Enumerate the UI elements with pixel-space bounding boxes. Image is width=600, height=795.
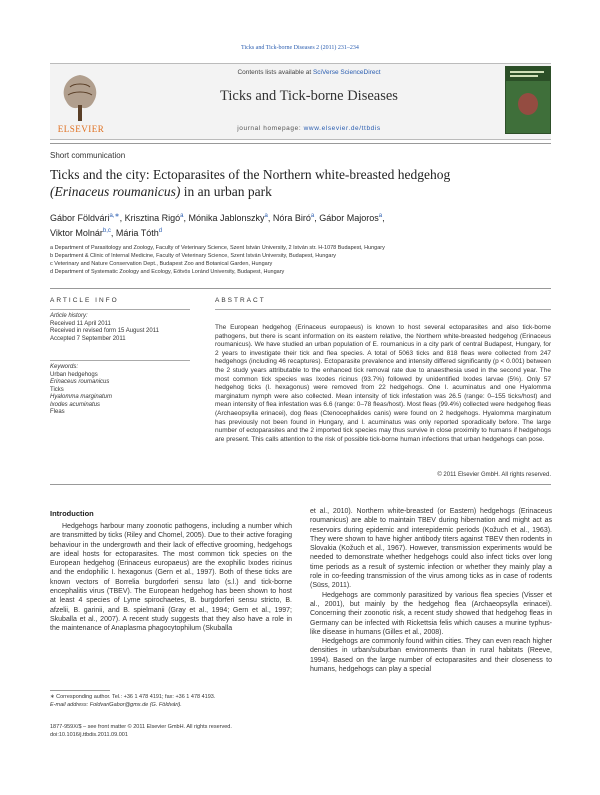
keyword: Fleas [50, 409, 65, 415]
abstract-rule [215, 309, 551, 310]
revised-date: Received in revised form 15 August 2011 [50, 328, 159, 334]
author-affil-marker[interactable]: d [158, 228, 163, 234]
cover-title-line [510, 71, 544, 73]
journal-title: Ticks and Tick-borne Diseases [220, 88, 398, 104]
author-affil-marker[interactable]: a [180, 213, 184, 219]
abstract-text: The European hedgehog (Erinaceus europaeus) is known to host several ectoparasites and also tick-borne pathogens, but there is scant information on its eastern relative, the Northern white-breasted hedgehog (Erinaceus roumanicus). We have studied an urban population of E. roumanicus in a city park of central Budapest, Hungary, for 2 years to investigate their tick and flea species. A total of 5063 ticks and 818 fleas were collected from 247 hedgehogs (including 46 recaptures). Ectoparasite prevalence and intensity differed significantly (p < 0.001) between the 2 study years attributable to the enhanced tick removal rate due to anaesthesia used in the second year. The most common tick species was Ixodes ricinus (93.7%) followed by unidentified Ixodes larvae (5%). Only 57 hedgehog ticks (I. hexagonus) were removed from 22 hedgehogs. One I. acuminatus and one Hyalomma marginatum nymph were also collected. Mean intensity of tick infestation was 26.5 (range: 0–155 ticks/host) and mean intensity of flea infestation was 6.6 (range: 0–78 fleas/host). Most fleas (99.4%) collected were hedgehog fleas (Archaeopsylla erinacei), dog fleas (Ctenocephalides canis) were found on 2 hedgehogs. Hyalomma marginatum has previously not been found in Hungary, and I. acuminatus was only reported sporadically before. The large number of ectoparasites and the 2 imported tick species may thus survive in close proximity to humans if hedgehogs are present. This calls attention to the risk of possible tick-borne human infections that urban hedgehogs can pose. [215, 324, 551, 443]
author-affil-marker[interactable]: b,c [102, 228, 111, 234]
abstract-heading: ABSTRACT [215, 297, 266, 304]
received-date: Received 11 April 2011 [50, 320, 111, 327]
article-info-rule [50, 309, 190, 310]
author-line-2 [50, 225, 551, 240]
introduction-heading: Introduction [50, 509, 94, 518]
cover-tick-illustration [518, 93, 538, 115]
body-column-left [50, 522, 292, 634]
sciencedirect-link[interactable]: SciVerse ScienceDirect [312, 69, 381, 76]
author-name[interactable]: Viktor Molnár [50, 228, 103, 238]
author-separator: , [119, 213, 125, 223]
body-paragraph: Hedgehogs harbour many zoonotic pathogens, including a number which are transmitted by ticks (Riley and Chomel, 2005). Due to their active foraging behaviour in the undergrowth and their lack of effective grooming, hedgehogs are ideal hosts for ectoparasites. The most common tick species on the European hedgehog (Erinaceus europaeus) are the exophilic Ixodes ricinus and the endophilic I. hexagonus (Gern et al., 1997). Both of these ticks are known vectors of Borrelia burgdorferi sensu lato (s.l.) and tick-borne encephalitis virus (TBEV). The European hedgehog has been shown to host at least 4 species of Lyme spirochaetes, B. burgdorferi sensu stricto, B. afzelii, B. garinii, and B. spielmanii (Gray et al., 1994; Gern et al., 1997; Skuballa et al., 2007). A recent study suggests that they also have a role in the maintenance of Anaplasma phagocytophilum (Skuballa [50, 523, 292, 633]
author-affil-marker[interactable]: a [310, 213, 315, 219]
keyword: Ticks [50, 386, 64, 393]
author-separator: , [267, 213, 273, 223]
author-affil-marker[interactable]: a [378, 213, 383, 219]
author-separator: , [110, 228, 116, 238]
email-note[interactable]: E-mail address: FoldvariGabor@gmx.de (G. Földvári). [50, 701, 182, 708]
article-info-heading: ARTICLE INFO [50, 297, 119, 304]
abstract-bottom-rule [50, 484, 551, 485]
author-name[interactable]: Mónika Jablonszky [188, 213, 265, 223]
author-name[interactable]: Gábor Földvári [50, 213, 110, 223]
body-column-right [310, 507, 552, 674]
author-separator: , [382, 213, 385, 223]
cover-band [506, 67, 550, 81]
issn-line: 1877-959X/$ – see front matter © 2011 Elsevier GmbH. All rights reserved. [50, 724, 232, 730]
author-name[interactable]: Gábor Majoros [319, 213, 379, 223]
footnote-rule [50, 690, 110, 691]
footnotes [50, 694, 292, 709]
author-affil-marker[interactable]: a,∗ [109, 213, 120, 219]
affiliation-item: b Department & Clinic of Internal Medicine, Faculty of Veterinary Science, Szent István University, Budapest, Hungary [50, 253, 337, 259]
copyright-notice: © 2011 Elsevier GmbH. All rights reserved. [437, 472, 551, 478]
author-separator: , [314, 213, 320, 223]
front-matter [50, 724, 292, 739]
author-affil-marker[interactable]: a [264, 213, 268, 219]
keywords-rule [50, 360, 190, 361]
affiliation-item: c Veterinary and Nature Conservation Dept., Budapest Zoo and Botanical Garden, Hungary [50, 261, 273, 267]
body-paragraph: Hedgehogs are commonly found within cities. They can even reach higher densities in urban/suburban environments than in rural habitats (Reeve, 1994). Based on the large number of ectoparasites and their closeness to humans, hedgehogs can play a special [310, 638, 552, 674]
affiliation-item: d Department of Systematic Zoology and Ecology, Eötvös Loránd University, Budapest, Hungary [50, 269, 285, 275]
contents-prefix: Contents lists available at [237, 69, 313, 76]
accepted-date: Accepted 7 September 2011 [50, 335, 126, 342]
doi-link[interactable]: doi:10.1016/j.ttbdis.2011.09.001 [50, 731, 128, 738]
article-title [50, 166, 551, 200]
homepage-prefix: journal homepage: [237, 125, 304, 132]
author-list [50, 210, 551, 240]
keywords-block [50, 364, 190, 417]
body-paragraph: Hedgehogs are commonly parasitized by various flea species (Visser et al., 2001), but mainly by the hedgehog flea (Archaeopsylla erinacei). Concerning their zoonotic risk, a recent study showed that hedgehog fleas in Germany can be infected with Rickettsia felis which causes a murine typhus-like disease in humans (Gilles et al., 2008). [310, 591, 552, 636]
keyword: Ixodes acuminatus [50, 401, 101, 408]
author-name[interactable]: Krisztina Rigó [124, 213, 181, 223]
history-label: Article history: [50, 313, 88, 319]
contents-available [120, 69, 498, 76]
author-name[interactable]: Nóra Biró [272, 213, 311, 223]
affiliation-item: a Department of Parasitology and Zoology, Faculty of Veterinary Science, Szent István University, 2 István str. H-1078 Budapest, Hungary [50, 245, 385, 251]
keyword: Hyalomma marginatum [50, 394, 113, 400]
body-paragraph: et al., 2010). Northern white-breasted (or Eastern) hedgehogs (Erinaceus roumanicus) are able to maintain TBEV during hibernation and might act as reservoirs during epidemic and interepidemic periods (Kožuch et al., 1963). They were shown to have higher antibody titers against TBEV then rodents in Slovakia (Kožuch et al., 1967). However, transmission experiments would be needed to demonstrate whether hedgehogs could also infect ticks over long time periods as a result of systemic infection or whether they mainly play a role in co-feeding transmission of the virus among ticks as in case of rodents (Süss, 2011). [310, 508, 552, 590]
journal-cover-image [505, 66, 551, 134]
keyword: Erinaceus roumanicus [50, 379, 110, 385]
keywords-label: Keywords: [50, 364, 79, 370]
affiliations [50, 244, 551, 276]
publisher-logo-text: ELSEVIER [57, 124, 105, 134]
running-head: Ticks and Tick-borne Diseases 2 (2011) 231–234 [241, 45, 359, 51]
author-line-1 [50, 210, 551, 225]
title-species: (Erinaceus roumanicus) [50, 184, 181, 199]
author-separator: , [183, 213, 189, 223]
journal-homepage [120, 125, 498, 132]
article-history [50, 313, 190, 343]
keyword: Urban hedgehogs [50, 371, 98, 378]
author-name[interactable]: Mária Tóth [115, 228, 159, 238]
section-type: Short communication [50, 151, 126, 160]
corresponding-author-note: ∗ Corresponding author. Tel.: +36 1 478 4191; fax: +36 1 478 4193. [50, 694, 216, 700]
title-tail: in an urban park [180, 184, 272, 199]
header-divider [50, 143, 551, 144]
title-main: Ticks and the city: Ectoparasites of the Northern white-breasted hedgehog [50, 167, 451, 182]
affiliations-divider [50, 288, 551, 289]
cover-title-line [510, 75, 538, 77]
homepage-link[interactable]: www.elsevier.de/ttbdis [303, 125, 381, 132]
